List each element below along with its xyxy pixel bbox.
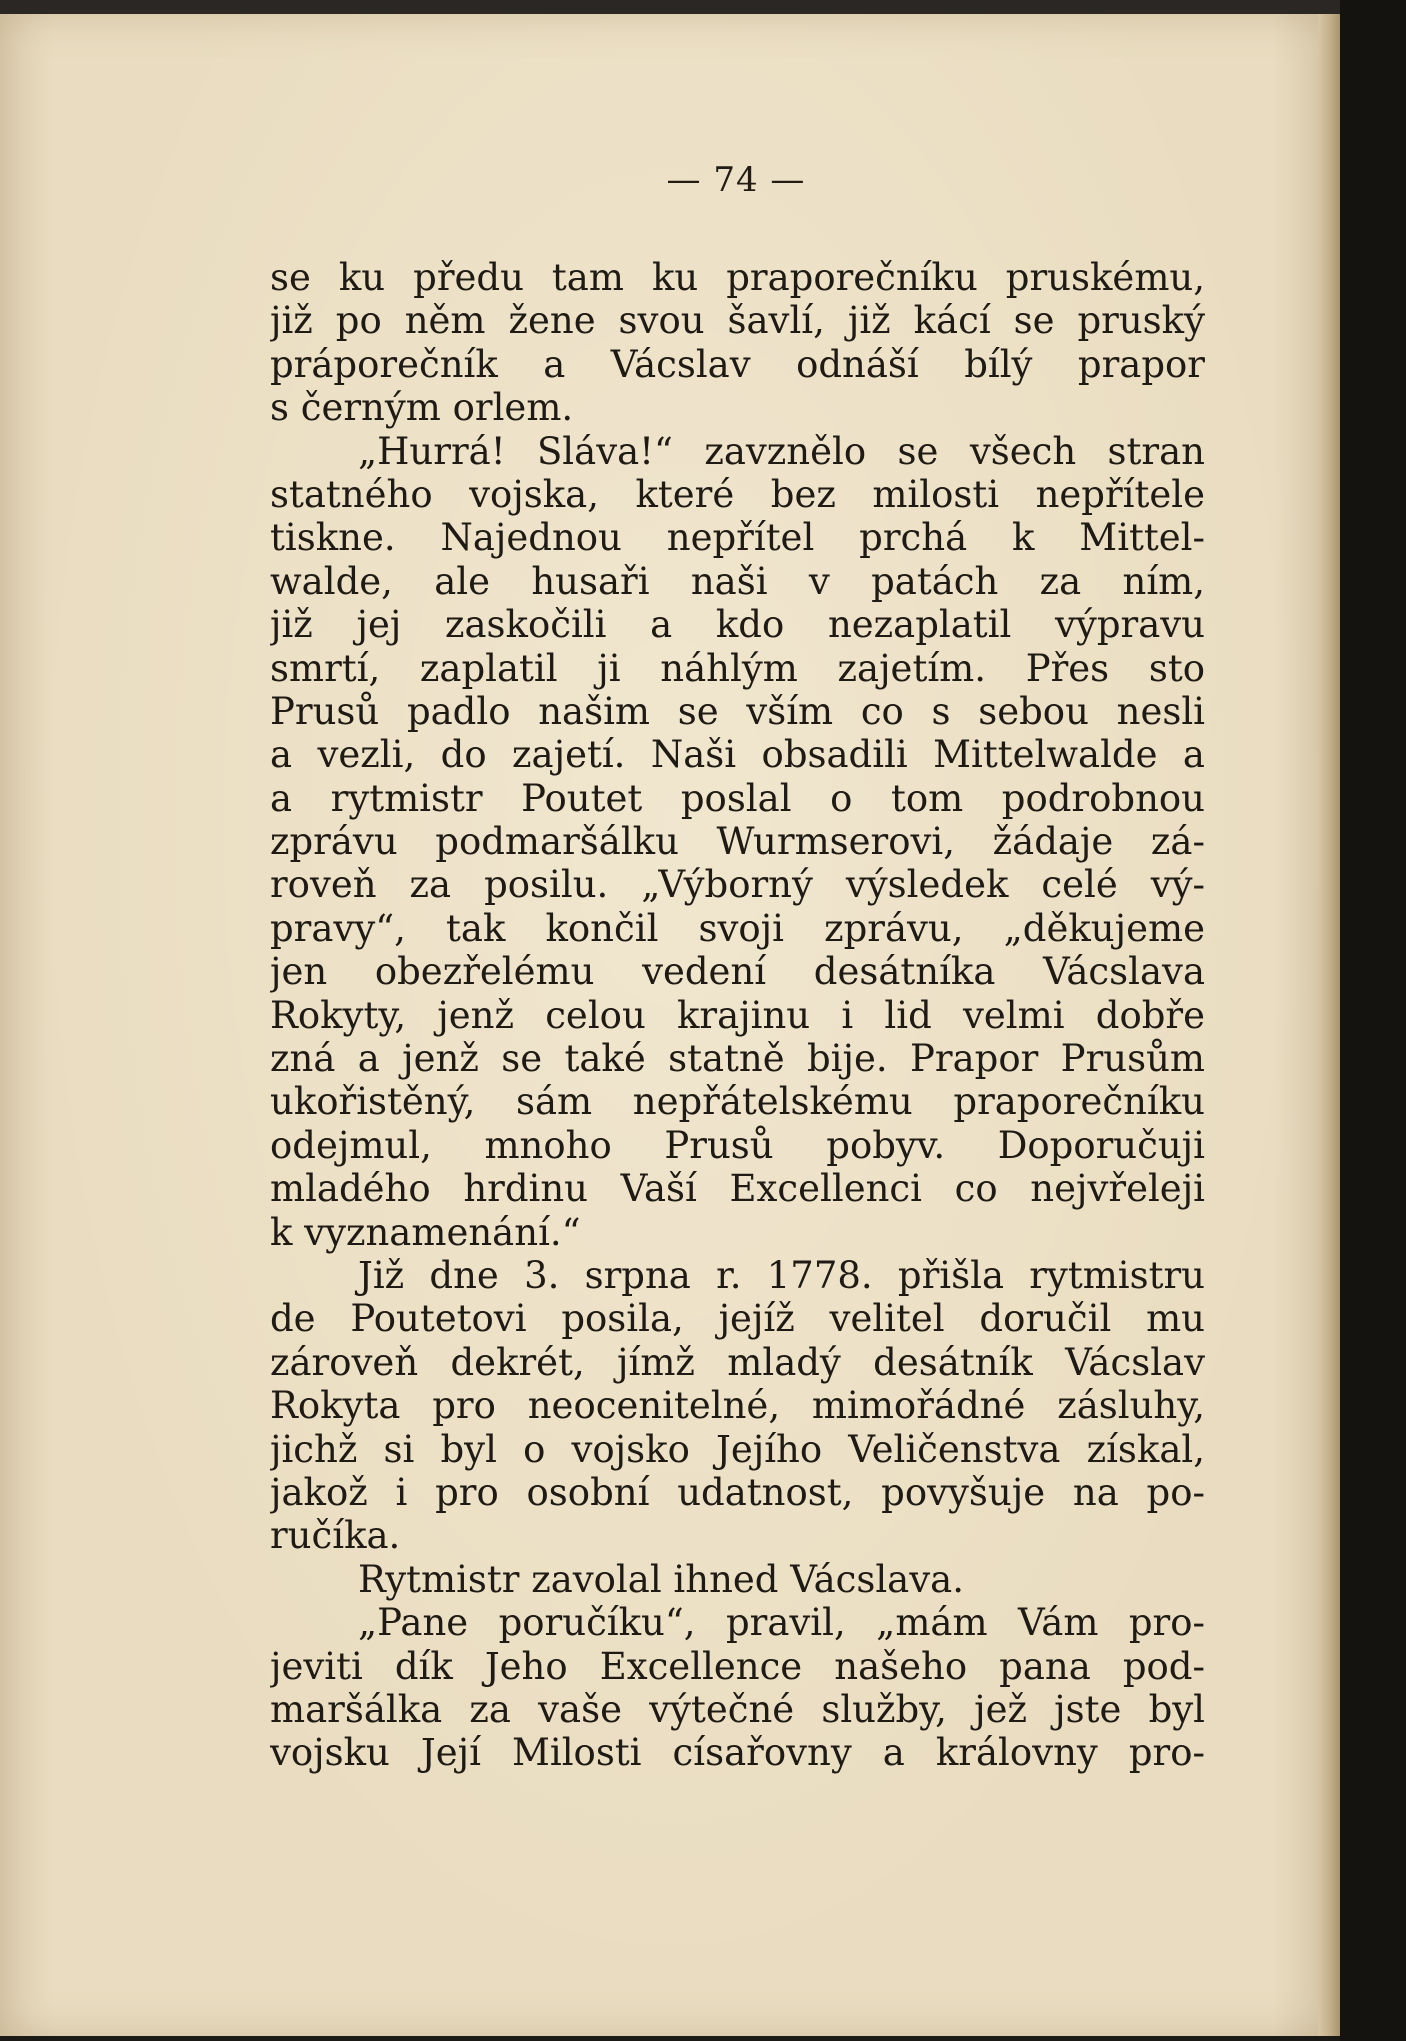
text-line: walde, ale husaři naši v patách za ním, (270, 559, 1205, 603)
text-line: Rytmistr zavolal ihned Vácslava. (358, 1557, 964, 1601)
text-line: maršálka za vaše výtečné služby, jež jste byl (270, 1687, 1205, 1731)
text-line: vojsku Její Milosti císařovny a královny pro- (270, 1731, 1205, 1775)
text-line: Již dne 3. srpna r. 1778. přišla rytmistru (358, 1253, 1205, 1297)
text-line: a vezli, do zajetí. Naši obsadili Mittelwalde a (270, 733, 1205, 777)
text-line: s černým orlem. (270, 386, 574, 430)
text-line: de Poutetovi posila, jejíž velitel doručil mu (270, 1297, 1205, 1341)
text-line: již jej zaskočili a kdo nezaplatil výpravu (270, 603, 1205, 647)
text-line: jeviti dík Jeho Excellence našeho pana pod- (270, 1644, 1205, 1688)
text-line: „Pane poručíku“, pravil, „mám Vám pro- (358, 1601, 1205, 1645)
text-line: práporečník a Vácslav odnáší bílý prapor (270, 342, 1205, 386)
text-line: mladého hrdinu Vaší Excellenci co nejvřeleji (270, 1167, 1205, 1211)
text-line: zprávu podmaršálku Wurmserovi, žádaje zá- (270, 820, 1205, 864)
text-line: statného vojska, které bez milosti nepřítele (270, 472, 1205, 516)
text-line: zároveň dekrét, jímž mladý desátník Vácslav (270, 1340, 1205, 1384)
text-line: jichž si byl o vojsko Jejího Veličenstva získal, (270, 1427, 1205, 1471)
text-line: odejmul, mnoho Prusů pobyv. Doporučuji (270, 1123, 1205, 1167)
text-line: již po něm žene svou šavlí, již kácí se pruský (270, 299, 1205, 343)
text-line: se ku předu tam ku praporečníku pruskému, (270, 256, 1205, 299)
text-line: smrtí, zaplatil ji náhlým zajetím. Přes sto (270, 646, 1205, 690)
text-line: a rytmistr Poutet poslal o tom podrobnou (270, 776, 1205, 820)
page-gutter (1318, 14, 1340, 2036)
text-line: k vyznamenání.“ (270, 1210, 581, 1254)
text-line: „Hurrá! Sláva!“ zavznělo se všech stran (358, 429, 1205, 473)
text-line: Rokyty, jenž celou krajinu i lid velmi dobře (270, 993, 1205, 1037)
text-line: jen obezřelému vedení desátníka Vácslava (270, 950, 1205, 994)
text-line: roveň za posilu. „Výborný výsledek celé vý- (270, 863, 1205, 907)
text-line: tiskne. Najednou nepřítel prchá k Mittel- (270, 516, 1205, 560)
text-line: ručíka. (270, 1514, 401, 1558)
text-line: jakož i pro osobní udatnost, povyšuje na po- (270, 1470, 1205, 1514)
body-text (270, 256, 1205, 1775)
text-line: ukořistěný, sám nepřátelskému praporečníku (270, 1080, 1205, 1124)
page-number: — 74 — (666, 160, 806, 200)
scan-right-edge (1340, 0, 1406, 2041)
text-line: pravy“, tak končil svoji zprávu, „děkujeme (270, 906, 1205, 950)
text-line: zná a jenž se také statně bije. Prapor Prusům (270, 1037, 1205, 1081)
text-line: Rokyta pro neocenitelné, mimořádné zásluhy, (270, 1384, 1205, 1428)
text-line: Prusů padlo našim se vším co s sebou nesli (270, 689, 1205, 733)
